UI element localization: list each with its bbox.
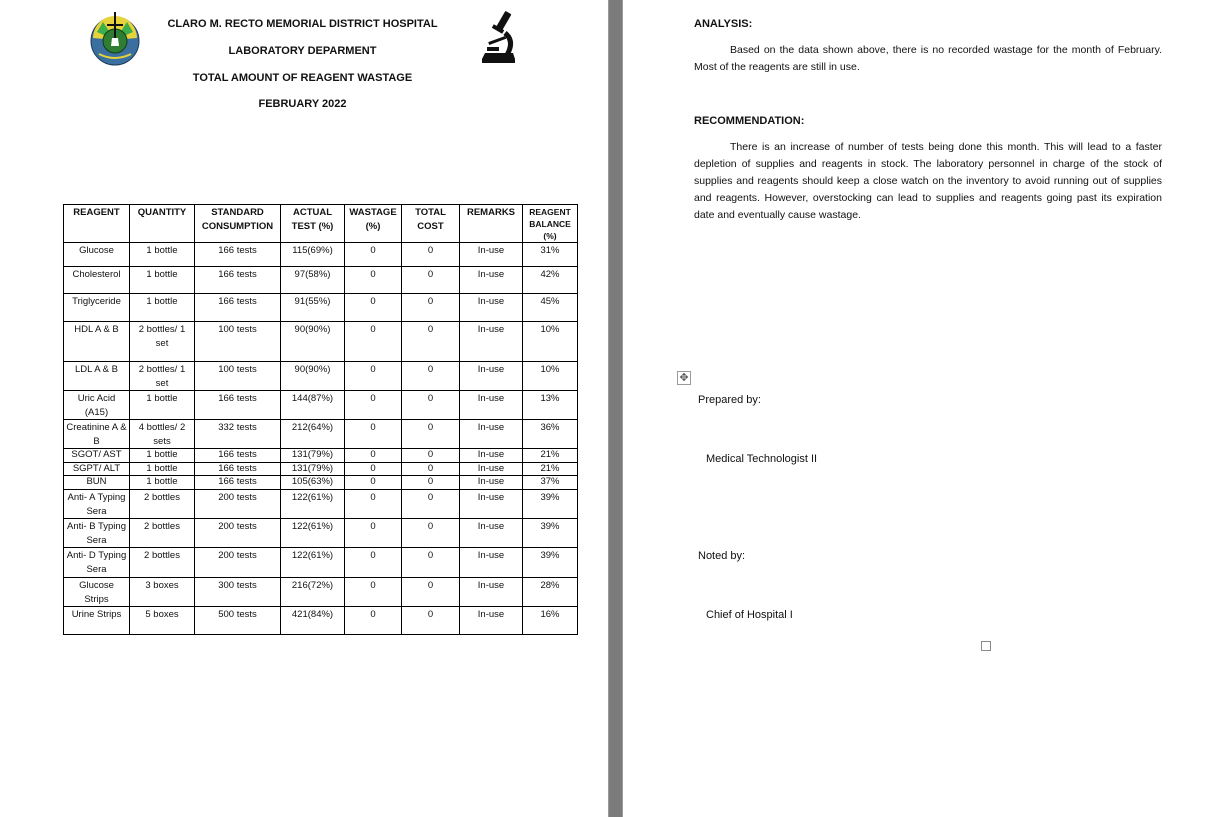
cell-cost: 0 [402, 391, 460, 420]
cell-actual: 115(69%) [281, 243, 345, 267]
cell-remarks: In-use [460, 490, 523, 519]
cell-standard: 100 tests [195, 362, 281, 391]
table-move-handle-icon[interactable]: ✥ [677, 371, 691, 385]
cell-standard: 166 tests [195, 449, 281, 463]
cell-reagent: HDL A & B [64, 322, 130, 362]
cell-quantity: 1 bottle [130, 294, 195, 322]
cell-cost: 0 [402, 476, 460, 490]
cell-balance: 45% [523, 294, 578, 322]
cell-wastage: 0 [345, 391, 402, 420]
cell-actual: 122(61%) [281, 490, 345, 519]
cell-standard: 166 tests [195, 476, 281, 490]
cell-wastage: 0 [345, 490, 402, 519]
cell-reagent: SGOT/ AST [64, 449, 130, 463]
recommendation-title: RECOMMENDATION: [694, 115, 805, 127]
cell-quantity: 1 bottle [130, 267, 195, 294]
cell-reagent: Anti- B Typing Sera [64, 519, 130, 548]
cell-actual: 421(84%) [281, 607, 345, 635]
cell-quantity: 2 bottles/ 1 set [130, 362, 195, 391]
table-row [64, 420, 578, 449]
microscope-icon [479, 9, 519, 65]
cell-standard: 100 tests [195, 322, 281, 362]
table-row [64, 578, 578, 607]
cell-remarks: In-use [460, 420, 523, 449]
cell-actual: 131(79%) [281, 463, 345, 476]
text-box-handle[interactable] [981, 641, 991, 651]
cell-cost: 0 [402, 294, 460, 322]
cell-standard: 200 tests [195, 548, 281, 578]
cell-standard: 332 tests [195, 420, 281, 449]
prepared-by-label: Prepared by: [698, 394, 761, 406]
cell-quantity: 2 bottles [130, 490, 195, 519]
cell-reagent: Creatinine A & B [64, 420, 130, 449]
table-row [64, 267, 578, 294]
cell-remarks: In-use [460, 476, 523, 490]
cell-quantity: 4 bottles/ 2 sets [130, 420, 195, 449]
table-row [64, 243, 578, 267]
cell-balance: 42% [523, 267, 578, 294]
cell-cost: 0 [402, 322, 460, 362]
cell-reagent: Uric Acid (A15) [64, 391, 130, 420]
col-header-remarks: REMARKS [460, 205, 523, 243]
cell-quantity: 1 bottle [130, 476, 195, 490]
cell-balance: 39% [523, 519, 578, 548]
cell-balance: 28% [523, 578, 578, 607]
col-header-wastage: WASTAGE (%) [345, 205, 402, 243]
cell-cost: 0 [402, 362, 460, 391]
cell-actual: 131(79%) [281, 449, 345, 463]
cell-reagent: Anti- D Typing Sera [64, 548, 130, 578]
cell-cost: 0 [402, 607, 460, 635]
cell-remarks: In-use [460, 322, 523, 362]
cell-quantity: 1 bottle [130, 391, 195, 420]
table-row [64, 322, 578, 362]
report-title: TOTAL AMOUNT OF REAGENT WASTAGE [192, 72, 413, 84]
cell-wastage: 0 [345, 362, 402, 391]
cell-actual: 90(90%) [281, 322, 345, 362]
prepared-by-title: Medical Technologist II [706, 453, 818, 465]
cell-wastage: 0 [345, 476, 402, 490]
cell-balance: 21% [523, 449, 578, 463]
cell-actual: 97(58%) [281, 267, 345, 294]
cell-wastage: 0 [345, 463, 402, 476]
cell-cost: 0 [402, 463, 460, 476]
cell-actual: 144(87%) [281, 391, 345, 420]
cell-wastage: 0 [345, 607, 402, 635]
cell-remarks: In-use [460, 391, 523, 420]
noted-by-label: Noted by: [698, 550, 746, 562]
cell-wastage: 0 [345, 519, 402, 548]
table-row [64, 362, 578, 391]
hospital-name: CLARO M. RECTO MEMORIAL DISTRICT HOSPITAL [167, 18, 438, 30]
cell-actual: 90(90%) [281, 362, 345, 391]
cell-cost: 0 [402, 490, 460, 519]
col-header-total-cost: TOTAL COST [402, 205, 460, 243]
page-gutter [608, 0, 623, 817]
reagent-wastage-table [63, 204, 578, 635]
cell-actual: 91(55%) [281, 294, 345, 322]
cell-reagent: SGPT/ ALT [64, 463, 130, 476]
cell-standard: 166 tests [195, 267, 281, 294]
cell-remarks: In-use [460, 607, 523, 635]
document-page-left [0, 0, 608, 817]
cell-standard: 166 tests [195, 243, 281, 267]
cell-standard: 166 tests [195, 294, 281, 322]
cell-wastage: 0 [345, 420, 402, 449]
cell-standard: 166 tests [195, 391, 281, 420]
cell-cost: 0 [402, 243, 460, 267]
cell-standard: 200 tests [195, 519, 281, 548]
cell-wastage: 0 [345, 294, 402, 322]
cell-cost: 0 [402, 449, 460, 463]
cell-standard: 500 tests [195, 607, 281, 635]
analysis-text: Based on the data shown above, there is no recorded wastage for the month of February. Most of the reagents are still in use. [694, 44, 1162, 73]
table-row [64, 476, 578, 490]
cell-reagent: Anti- A Typing Sera [64, 490, 130, 519]
table-row [64, 519, 578, 548]
cell-actual: 216(72%) [281, 578, 345, 607]
cell-quantity: 1 bottle [130, 463, 195, 476]
cell-actual: 122(61%) [281, 519, 345, 548]
table-row [64, 490, 578, 519]
cell-reagent: Urine Strips [64, 607, 130, 635]
cell-reagent: Glucose Strips [64, 578, 130, 607]
cell-balance: 10% [523, 362, 578, 391]
cell-quantity: 1 bottle [130, 243, 195, 267]
table-row [64, 607, 578, 635]
analysis-paragraph [694, 42, 1162, 76]
col-header-actual-test: ACTUAL TEST (%) [281, 205, 345, 243]
cell-balance: 21% [523, 463, 578, 476]
cell-wastage: 0 [345, 449, 402, 463]
cell-wastage: 0 [345, 243, 402, 267]
cell-balance: 13% [523, 391, 578, 420]
cell-cost: 0 [402, 519, 460, 548]
hospital-seal-icon [89, 10, 141, 66]
cell-remarks: In-use [460, 519, 523, 548]
cell-balance: 39% [523, 490, 578, 519]
cell-remarks: In-use [460, 548, 523, 578]
cell-cost: 0 [402, 548, 460, 578]
col-header-standard-consumption: STANDARD CONSUMPTION [195, 205, 281, 243]
table-row [64, 463, 578, 476]
cell-wastage: 0 [345, 548, 402, 578]
col-header-quantity: QUANTITY [130, 205, 195, 243]
table-header-row [64, 205, 578, 243]
noted-by-title: Chief of Hospital I [706, 609, 793, 621]
cell-standard: 300 tests [195, 578, 281, 607]
recommendation-text: There is an increase of number of tests being done this month. This will lead to a faster depletion of supplies and reagents in stock. The laboratory personnel in charge of the stock of supplies and reagents should keep a close watch on the inventory to avoid running out of supplies and reagents. However, overstocking can lead to supplies and reagents going past its expiration date and eventually cause wastage. [694, 141, 1162, 221]
cell-cost: 0 [402, 578, 460, 607]
table-row [64, 391, 578, 420]
department-name: LABORATORY DEPARMENT [228, 45, 377, 57]
cell-remarks: In-use [460, 294, 523, 322]
cell-actual: 212(64%) [281, 420, 345, 449]
table-row [64, 449, 578, 463]
cell-quantity: 3 boxes [130, 578, 195, 607]
cell-quantity: 5 boxes [130, 607, 195, 635]
cell-remarks: In-use [460, 578, 523, 607]
col-header-reagent: REAGENT [64, 205, 130, 243]
cell-balance: 37% [523, 476, 578, 490]
cell-wastage: 0 [345, 578, 402, 607]
cell-standard: 200 tests [195, 490, 281, 519]
cell-remarks: In-use [460, 267, 523, 294]
cell-balance: 10% [523, 322, 578, 362]
cell-remarks: In-use [460, 449, 523, 463]
cell-cost: 0 [402, 420, 460, 449]
cell-wastage: 0 [345, 322, 402, 362]
cell-quantity: 1 bottle [130, 449, 195, 463]
cell-cost: 0 [402, 267, 460, 294]
cell-actual: 122(61%) [281, 548, 345, 578]
col-header-reagent-balance: REAGENT BALANCE (%) [523, 205, 578, 243]
cell-reagent: BUN [64, 476, 130, 490]
cell-quantity: 2 bottles [130, 519, 195, 548]
table-row [64, 294, 578, 322]
table-row [64, 548, 578, 578]
cell-reagent: Glucose [64, 243, 130, 267]
cell-remarks: In-use [460, 362, 523, 391]
cell-balance: 16% [523, 607, 578, 635]
recommendation-paragraph [694, 139, 1162, 224]
cell-quantity: 2 bottles [130, 548, 195, 578]
cell-actual: 105(63%) [281, 476, 345, 490]
cell-balance: 39% [523, 548, 578, 578]
cell-quantity: 2 bottles/ 1 set [130, 322, 195, 362]
cell-reagent: Triglyceride [64, 294, 130, 322]
cell-remarks: In-use [460, 243, 523, 267]
report-period: FEBRUARY 2022 [258, 98, 347, 110]
analysis-title: ANALYSIS: [694, 18, 753, 30]
cell-remarks: In-use [460, 463, 523, 476]
cell-balance: 31% [523, 243, 578, 267]
cell-wastage: 0 [345, 267, 402, 294]
cell-reagent: LDL A & B [64, 362, 130, 391]
cell-standard: 166 tests [195, 463, 281, 476]
cell-balance: 36% [523, 420, 578, 449]
cell-reagent: Cholesterol [64, 267, 130, 294]
